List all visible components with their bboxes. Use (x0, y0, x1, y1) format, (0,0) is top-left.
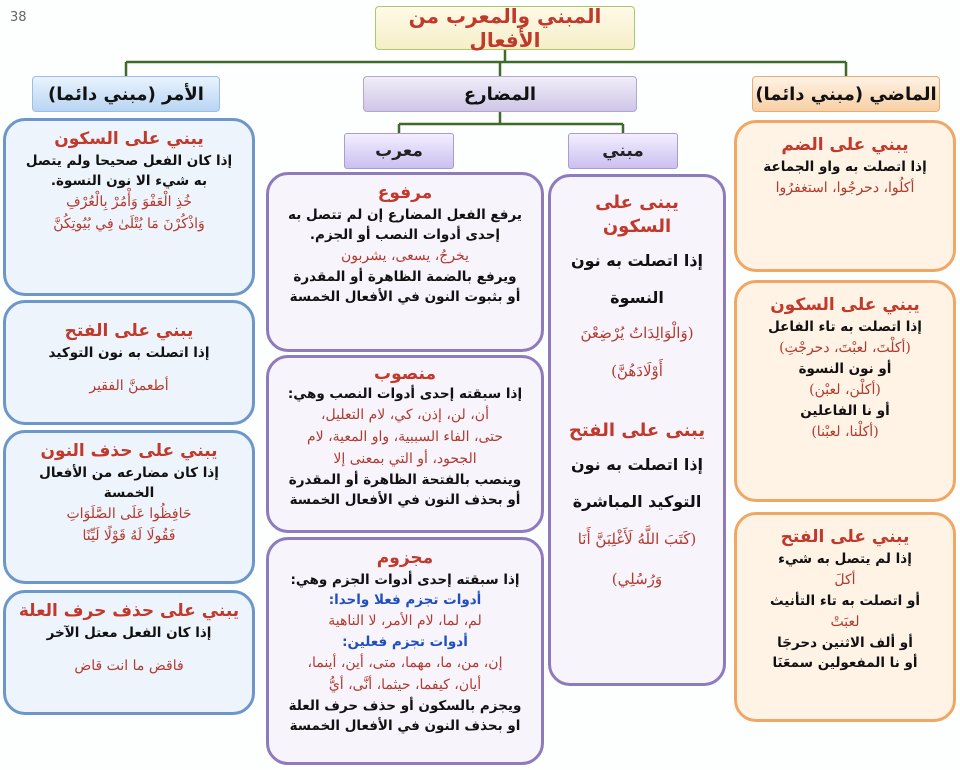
madi-card-sukun (734, 280, 956, 502)
mabni-card (548, 174, 726, 686)
amr-card-sukun (3, 118, 255, 296)
example-text: أن، لن، إذن، كي، لام التعليل، (321, 407, 489, 423)
card-heading: يبني على الفتح (780, 527, 910, 547)
example-text: أيان، كيفما، حيثما، أنَّى، أيُّ (328, 677, 482, 693)
header-amr: الأمر (مبني دائما) (32, 76, 220, 112)
rule-text: الخمسة (103, 485, 155, 501)
example-text: وَاذْكُرْنَ مَا يُتْلَىٰ فِي بُيُوتِكُنَّ (53, 216, 205, 232)
example-text: يخرجُ، يسعى، يشربون (341, 248, 469, 264)
amr-card-fath (3, 300, 255, 425)
rule-text: إذا سبقته إحدى أدوات الجزم وهي: (290, 572, 520, 588)
rule-text: أو بثبوت النون في الأفعال الخمسة (289, 289, 521, 305)
rule-text: إحدى أدوات النصب أو الجزم. (309, 227, 501, 243)
rule-text: أو نون النسوة (798, 361, 892, 377)
tools-heading: أدوات تجزم فعلين: (342, 634, 468, 650)
card-heading: يبني على الضم (781, 135, 909, 155)
header-madi: الماضي (مبني دائما) (752, 76, 940, 112)
rule-text: ويرفع بالضمة الظاهرة أو المقدرة (293, 269, 517, 285)
example-text: الجحود، أو التي بمعنى إلا (333, 451, 477, 467)
card-heading: مجزوم (376, 548, 434, 568)
subheader-murab: معرب (344, 133, 454, 169)
rule-text: إذا سبقته إحدى أدوات النصب وهي: (287, 386, 523, 402)
murab-card-majzum (266, 537, 544, 765)
card-heading: منصوب (374, 364, 436, 384)
example-text: (أكلْنا، لعبْنا) (811, 424, 879, 440)
rule-text: إذا اتصلت به واو الجماعة (763, 159, 927, 175)
rule-text: إذا اتصلت به تاء الفاعل (768, 319, 922, 335)
madi-card-damm (734, 120, 956, 272)
example-text: خُذِ الْعَفْوَ وَأْمُرْ بِالْعُرْفِ (66, 194, 192, 210)
example-text: فَقُولَا لَهُ قَوْلًا لَيِّنًا (82, 528, 176, 544)
rule-text: إذا لم يتصل به شيء (778, 551, 912, 567)
card-heading: مرفوع (377, 183, 433, 203)
example-text: حَافِظُوا عَلَى الصَّلَوَاتِ (66, 506, 192, 522)
card-heading: يبني على الفتح (64, 321, 194, 341)
card-heading: يبني على السكون (54, 129, 204, 149)
example-text: أكلُوا، دحرجُوا، استغفرُوا (775, 180, 915, 196)
rule-text: إذا اتصلت به نون (570, 455, 704, 474)
murab-card-marfu (266, 172, 544, 352)
page-number: 38 (10, 10, 27, 25)
card-heading: يبني على السكون (770, 295, 920, 315)
example-text: (وَالْوَالِدَاتُ يُرْضِعْنَ (580, 324, 694, 342)
example-text: فاقض ما انت قاض (74, 658, 184, 674)
example-text: (كَتَبَ اللَّهُ لَأَغْلِبَنَّ أَنَا (577, 530, 697, 548)
rule-text: أو اتصلت به تاء التأنيث (769, 593, 921, 609)
card-heading: يبني على حذف حرف العلة (18, 601, 240, 621)
example-text: (أكلْن، لعبْن) (809, 382, 881, 398)
rule-text: إذا اتصلت به نون التوكيد (48, 345, 210, 361)
card-heading: يبني على حذف النون (40, 441, 218, 461)
example-text: وَرُسُلِي) (611, 570, 663, 588)
rule-text: به شيء الا نون النسوة. (50, 173, 208, 189)
example-text: حتى، الفاء السببية، واو المعية، لام (306, 429, 504, 445)
page-title: المبني والمعرب من الأفعال (375, 6, 635, 50)
example-text: (أكلْتَ، لعبْتَ، دحرجْتِ) (779, 340, 911, 356)
example-text: إن، من، ما، مهما، متى، أين، أينما، (307, 655, 503, 671)
rule-text: التوكيد المباشرة (572, 492, 702, 511)
rule-text: أو نا الفاعلين (800, 403, 890, 419)
rule-text: أو بحذف النون في الأفعال الخمسة (289, 492, 521, 508)
example-text: لعبَتْ (830, 614, 860, 630)
tools-heading: أدوات تجزم فعلا واحدا: (328, 592, 482, 608)
rule-text: النسوة (610, 288, 664, 307)
rule-text: إذا كان مضارعه من الأفعال (39, 465, 219, 481)
rule-text: إذا كان الفعل معتل الآخر (46, 625, 212, 641)
madi-card-fath (734, 512, 956, 722)
murab-card-mansub (266, 355, 544, 533)
rule-text: إذا كان الفعل صحيحا ولم يتصل (25, 153, 233, 169)
amr-card-hadhf-illa (3, 590, 255, 715)
example-text: لم، لما، لام الأمر، لا الناهية (328, 613, 482, 629)
rule-text: أو نا المفعولين سمعَنَا (772, 655, 918, 671)
amr-card-hadhf-nun (3, 430, 255, 584)
rule-text: ويجزم بالسكون أو حذف حرف العلة (288, 698, 522, 714)
rule-text: يرفع الفعل المضارع إن لم تتصل به (288, 207, 522, 223)
card-heading: يبنى على الفتح (568, 420, 706, 441)
example-text: أَوْلَادَهُنَّ) (611, 362, 663, 380)
example-text: أطعمنَّ الفقير (89, 378, 169, 394)
card-heading: يبنى على السكون (595, 192, 679, 237)
example-text: أكلَ (834, 572, 856, 588)
rule-text: أو ألف الاثنين دحرجَا (777, 635, 913, 651)
subheader-mabni: مبني (568, 133, 678, 169)
header-mudari: المضارع (363, 76, 637, 112)
rule-text: إذا اتصلت به نون (570, 251, 704, 270)
rule-text: او بحذف النون في الأفعال الخمسة (289, 718, 521, 734)
rule-text: وينصب بالفتحة الظاهرة أو المقدرة (288, 472, 522, 488)
